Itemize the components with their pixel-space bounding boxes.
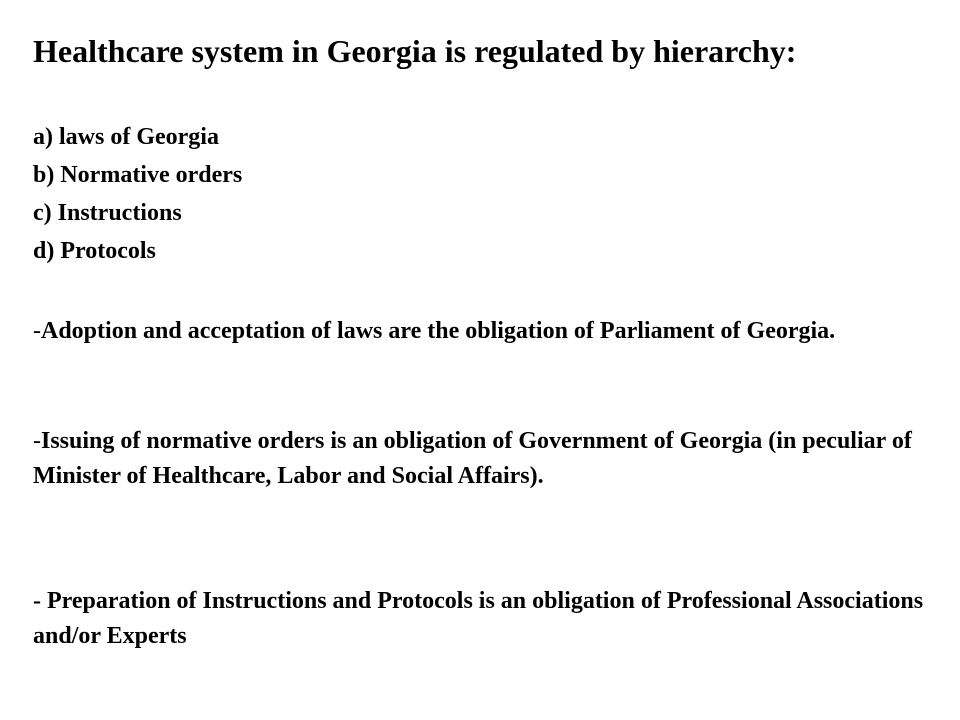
paragraph-dash: - [33,588,47,614]
hierarchy-item-protocols: d) Protocols [33,238,156,264]
hierarchy-item-laws: a) laws of Georgia [33,124,219,150]
paragraph-text: Preparation of Instructions and Protocols is an obligation of Professional Associations and/or Experts [33,588,924,649]
paragraph-associations [33,584,933,654]
hierarchy-item-instructions: c) Instructions [33,200,182,226]
slide-title: Healthcare system in Georgia is regulated by hierarchy: [33,33,797,69]
paragraph-dash: - [33,318,41,344]
hierarchy-list [33,118,242,270]
hierarchy-item-normative-orders: b) Normative orders [33,162,243,188]
paragraph-text: Issuing of normative orders is an obligation of Government of Georgia (in peculiar of Minister of Healthcare, Labor and Social Affairs). [33,428,912,489]
paragraph-government [33,424,933,494]
paragraph-parliament [33,314,933,349]
paragraph-dash: - [33,428,41,454]
paragraph-text: Adoption and acceptation of laws are the obligation of Parliament of Georgia. [41,318,836,344]
